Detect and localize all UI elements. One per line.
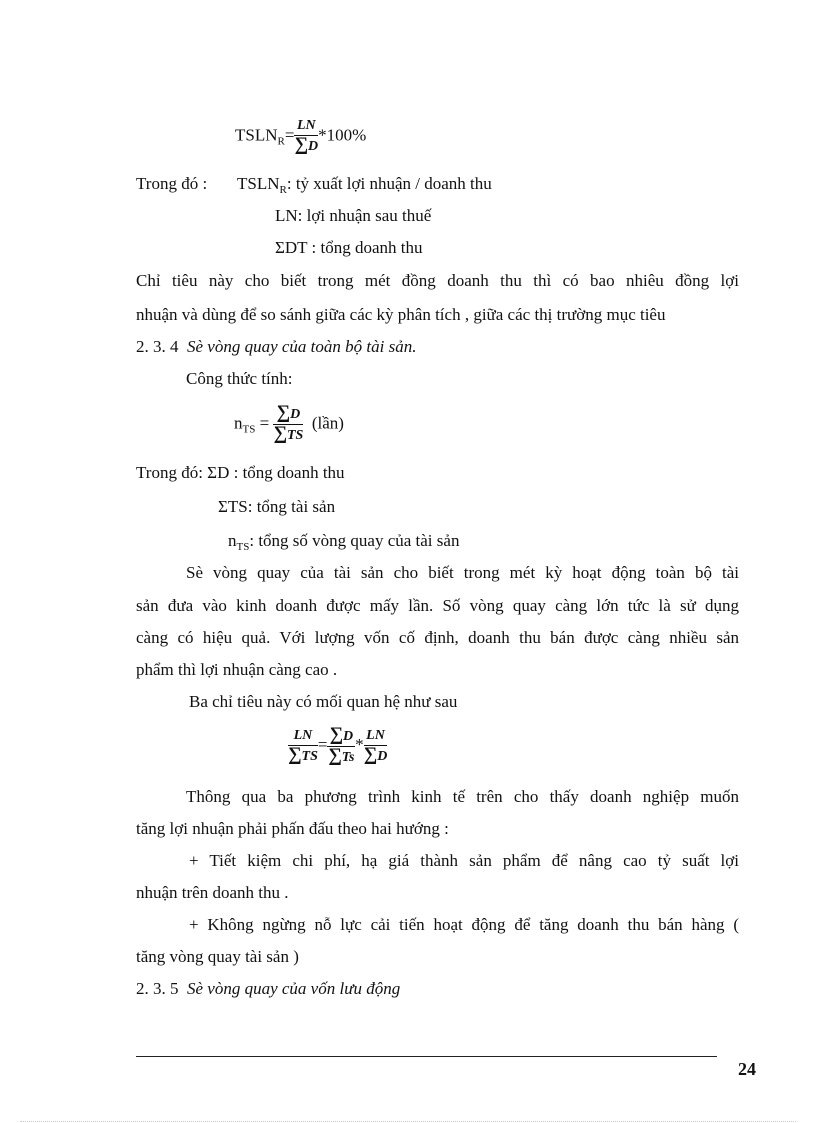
def2-item-text: : tổng số vòng quay của tài sản — [249, 531, 460, 550]
fraction-numerator — [273, 402, 303, 425]
para4-line-2: tăng lợi nhuận phải phấn đấu theo hai hướng : — [136, 819, 449, 838]
sigma-symbol: ∑ — [363, 743, 378, 765]
formula-nts-unit: (lần) — [311, 413, 344, 433]
def2-intro — [136, 463, 345, 483]
def2-item-symbol: n — [228, 531, 237, 550]
def1-intro: Trong đó : — [136, 174, 208, 193]
formula-nts-lhs-sub: TS — [242, 423, 256, 436]
heading-2-3-4 — [136, 337, 416, 357]
page-number: 24 — [738, 1059, 756, 1079]
para2-line-3: càng có hiệu quả. Với lượng vốn cố định, doanh thu bán được càng nhiều sản — [136, 628, 739, 647]
sigma-symbol: ∑ — [288, 743, 302, 765]
formula-relation-f1 — [288, 728, 318, 765]
fraction-denominator — [288, 743, 318, 765]
bullet2-line-2: tăng vòng quay tài sản ) — [136, 947, 299, 966]
formula-relation — [288, 720, 387, 770]
def1-item-ln: LN: lợi nhuận sau thuế — [275, 206, 432, 225]
sigma-symbol: ∑ — [294, 134, 308, 155]
fraction-denominator-text: D — [377, 748, 388, 764]
formula-tsln-lhs: TSLN — [235, 125, 278, 145]
formula-tsln — [235, 118, 366, 155]
fraction-denominator — [327, 744, 355, 766]
heading-title: Sè vòng quay của toàn bộ tài sản. — [187, 337, 417, 356]
formula-tsln-fraction — [294, 118, 318, 155]
fraction-denominator — [273, 425, 303, 444]
fraction-numerator: LN — [294, 118, 318, 136]
formula-relation-f2 — [327, 723, 355, 766]
def2-item-d: ΣD : tổng doanh thu — [207, 463, 345, 482]
para1-line-2: nhuận và dùng để so sánh giữa các kỳ phân tích , giữa các thị trường mục tiêu — [136, 305, 666, 324]
heading-title: Sè vòng quay của vốn lưu động — [187, 979, 401, 998]
formula-relation-f3 — [364, 728, 388, 765]
sigma-symbol: ∑ — [273, 423, 287, 444]
heading-number: 2. 3. 5 — [136, 979, 179, 998]
def2-item-sub: TS — [236, 541, 250, 553]
fraction-numerator-text: D — [343, 728, 354, 744]
bullet2-line-1: + Không ngừng nỗ lực cải tiến hoạt động để tăng doanh thu bán hàng ( — [189, 915, 739, 934]
fraction-numerator: LN — [364, 728, 388, 746]
para2-line-4: phẩm thì lợi nhuận càng cao . — [136, 660, 338, 679]
formula-tsln-eq: = — [284, 125, 295, 145]
def2-intro-text: Trong đó: — [136, 463, 203, 482]
para4-line-1: Thông qua ba phương trình kinh tế trên cho thấy doanh nghiệp muốn — [186, 787, 739, 806]
formula-nts-lhs: n — [234, 413, 243, 433]
formula-nts — [234, 402, 344, 444]
fraction-denominator-text: TS — [286, 428, 304, 443]
fraction-denominator — [363, 743, 388, 765]
fraction-numerator: LN — [288, 728, 318, 746]
sigma-symbol: ∑ — [276, 402, 291, 423]
para2-line-1: Sè vòng quay của tài sản cho biết trong mét kỳ hoạt động toàn bộ tài — [186, 563, 739, 582]
fraction-denominator-text: D — [307, 139, 319, 154]
para3: Ba chỉ tiêu này có mối quan hệ như sau — [189, 692, 458, 711]
sigma-symbol: ∑ — [329, 723, 344, 745]
heading-2-3-5 — [136, 979, 400, 999]
def1-item-tsln — [237, 174, 492, 194]
formula-tsln-lhs-sub: R — [277, 135, 285, 148]
fraction-denominator-text: TS — [301, 748, 318, 764]
para1-line-1: Chỉ tiêu này cho biết trong mét đồng doanh thu thì có bao nhiêu đồng lợi — [136, 271, 739, 290]
footer-separator — [136, 1056, 717, 1057]
sigma-symbol: ∑ — [328, 744, 342, 766]
def2-item-ts: ΣTS: tổng tài sản — [218, 497, 336, 516]
formula-relation-eq: = — [317, 735, 328, 754]
fraction-denominator — [294, 136, 318, 155]
formula-nts-eq: = — [259, 413, 270, 433]
def1-item-sub: R — [279, 184, 287, 196]
formula-tsln-rhs: *100% — [318, 125, 367, 145]
def1-item-symbol: TSLN — [237, 174, 280, 193]
formula-relation-op: * — [355, 735, 364, 754]
formula-intro: Công thức tính: — [186, 369, 293, 388]
bullet1-line-1: + Tiết kiệm chi phí, hạ giá thành sản phẩm để nâng cao tỷ suất lợi — [189, 851, 739, 870]
def1-item-text: : tỷ xuất lợi nhuận / doanh thu — [286, 174, 492, 193]
def2-item-nts — [228, 531, 459, 551]
fraction-denominator-text: Ts — [341, 749, 355, 765]
page-edge-divider — [20, 1121, 796, 1122]
fraction-numerator — [327, 723, 355, 747]
para2-line-2: sản đưa vào kinh doanh được mấy lần. Số vòng quay càng lớn tức là sử dụng — [136, 596, 739, 615]
def1-item-dt: ΣDT : tổng doanh thu — [275, 238, 423, 257]
bullet1-line-2: nhuận trên doanh thu . — [136, 883, 289, 902]
heading-number: 2. 3. 4 — [136, 337, 179, 356]
formula-nts-fraction — [273, 402, 304, 444]
fraction-numerator-text: D — [290, 407, 301, 422]
